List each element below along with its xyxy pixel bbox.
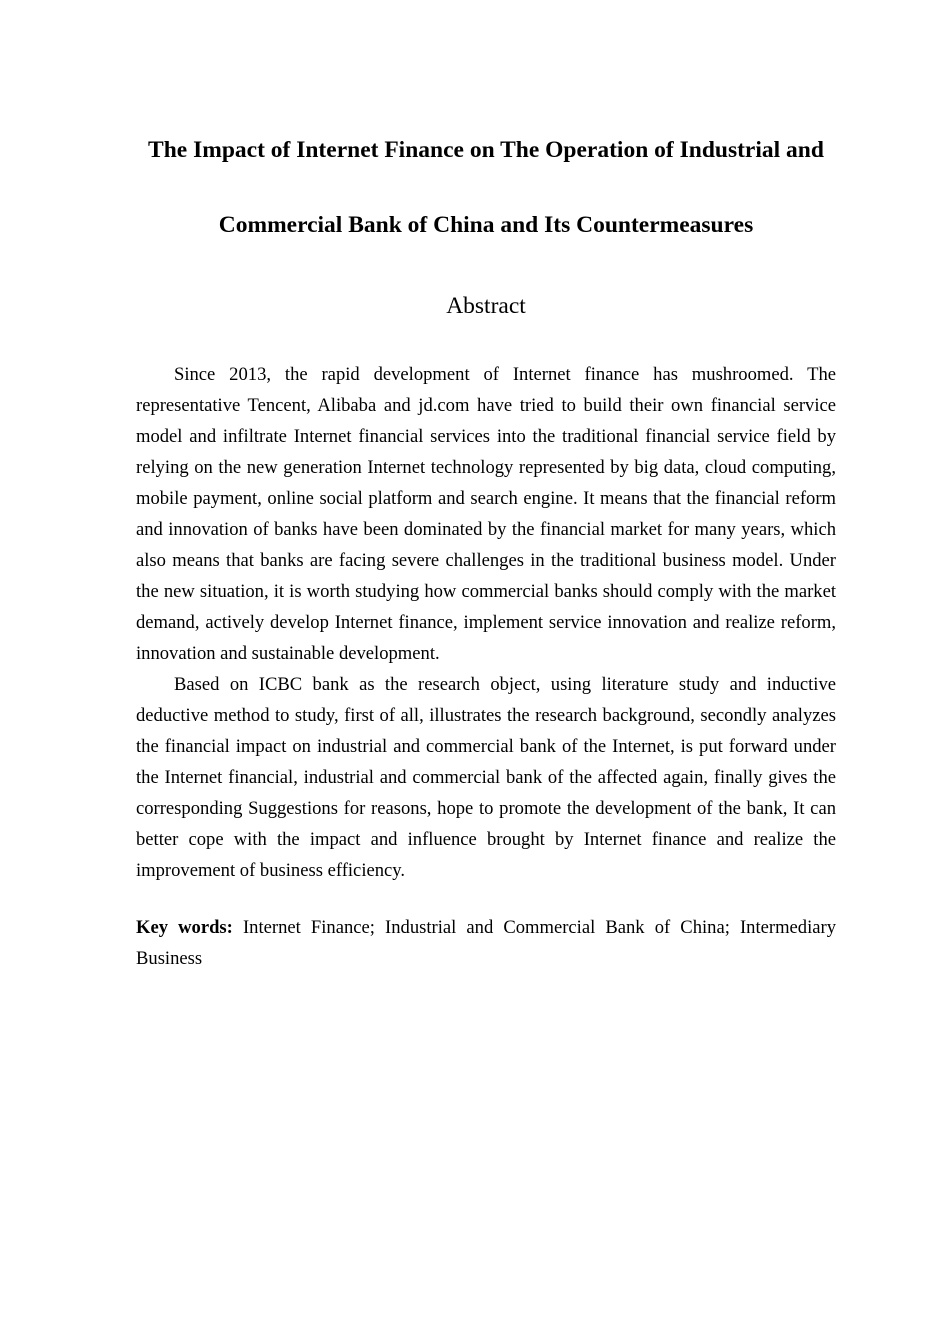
title-line-2: Commercial Bank of China and Its Countermeasures — [218, 212, 754, 238]
keywords-text: Internet Finance; Industrial and Commercial Bank of China; Intermediary Business — [136, 917, 836, 969]
abstract-body — [136, 359, 836, 886]
title-line-1: The Impact of Internet Finance on The Operation of Industrial and — [148, 137, 824, 163]
abstract-paragraph-1: Since 2013, the rapid development of Internet finance has mushroomed. The representative Tencent, Alibaba and jd.com have tried to build their own financial service model and infiltrate Internet financial services into the traditional financial service field by relying on the new generation Internet technology represented by big data, cloud computing, mobile payment, online social platform and search engine. It means that the financial reform and innovation of banks have been dominated by the financial market for many years, which also means that banks are facing severe challenges in the traditional business model. Under the new situation, it is worth studying how commercial banks should comply with the market demand, actively develop Internet finance, implement service innovation and realize reform, innovation and sustainable development. — [136, 364, 836, 664]
keywords-line — [136, 912, 836, 974]
keywords-label: Key words: — [136, 917, 233, 938]
abstract-paragraph-2: Based on ICBC bank as the research object, using literature study and inductive deductive method to study, first of all, illustrates the research background, secondly analyzes the financial impact on industrial and commercial bank of the Internet, is put forward under the Internet financial, industrial and commercial bank of the affected again, finally gives the corresponding Suggestions for reasons, hope to promote the development of the bank, It can better cope with the impact and influence brought by Internet finance and realize the improvement of business efficiency. — [136, 674, 836, 881]
abstract-heading: Abstract — [446, 293, 526, 319]
